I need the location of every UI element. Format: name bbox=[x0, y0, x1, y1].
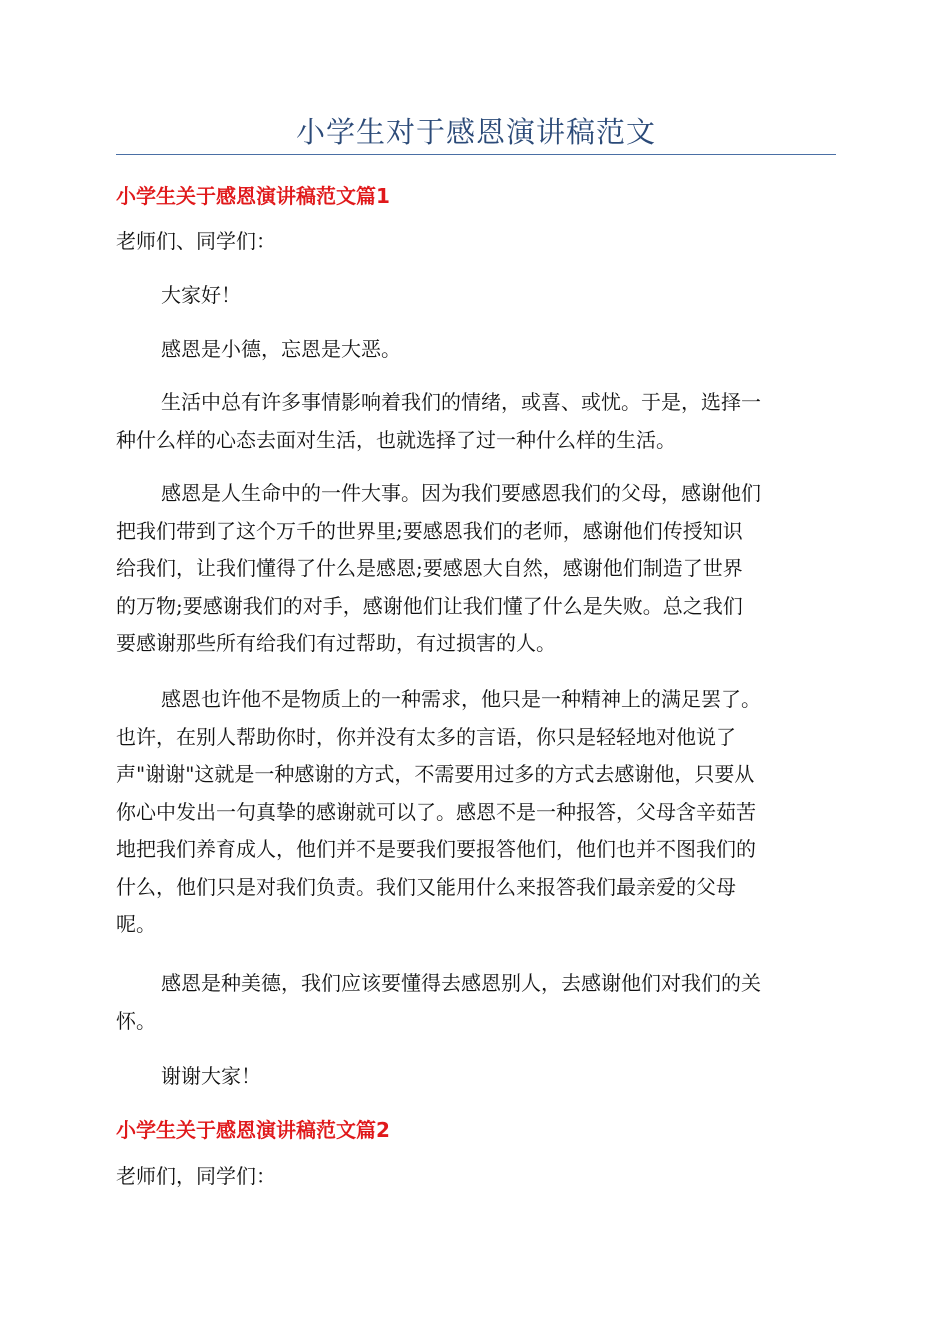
paragraph-line: 感恩是人生命中的一件大事。因为我们要感恩我们的父母，感谢他们 bbox=[161, 481, 761, 505]
paragraph-1: 感恩是小德，忘恩是大恶。 bbox=[161, 337, 401, 361]
paragraph-4 bbox=[116, 681, 836, 944]
section-heading-2: 小学生关于感恩演讲稿范文篇2 bbox=[116, 1118, 390, 1142]
paragraph-line: 把我们带到了这个万千的世界里;要感恩我们的老师，感谢他们传授知识 bbox=[116, 518, 743, 543]
greeting: 大家好！ bbox=[161, 283, 241, 307]
paragraph-line: 的万物;要感谢我们的对手，感谢他们让我们懂了什么是失败。总之我们 bbox=[116, 593, 743, 618]
paragraph-line: 什么，他们只是对我们负责。我们又能用什么来报答我们最亲爱的父母 bbox=[116, 874, 736, 899]
title-underline bbox=[116, 154, 836, 155]
paragraph-line: 呢。 bbox=[116, 912, 156, 936]
section-heading-1: 小学生关于感恩演讲稿范文篇1 bbox=[116, 184, 390, 208]
paragraph-line: 地把我们养育成人，他们并不是要我们要报答他们，他们也并不图我们的 bbox=[116, 837, 756, 861]
paragraph-line: 感恩是种美德，我们应该要懂得去感恩别人，去感谢他们对我们的关 bbox=[161, 971, 761, 995]
paragraph-2 bbox=[116, 384, 836, 459]
paragraph-line: 你心中发出一句真挚的感谢就可以了。感恩不是一种报答，父母含辛茹苦 bbox=[116, 799, 756, 824]
paragraph-3 bbox=[116, 475, 836, 663]
paragraph-line: 给我们，让我们懂得了什么是感恩;要感恩大自然，感谢他们制造了世界 bbox=[116, 556, 743, 580]
salutation-2: 老师们，同学们： bbox=[116, 1164, 276, 1188]
document-title: 小学生对于感恩演讲稿范文 bbox=[295, 115, 656, 149]
closing: 谢谢大家！ bbox=[161, 1064, 261, 1088]
paragraph-line: 怀。 bbox=[116, 1008, 156, 1033]
paragraph-line: 感恩也许他不是物质上的一种需求，他只是一种精神上的满足罢了。 bbox=[161, 687, 761, 711]
paragraph-line: 声"谢谢"这就是一种感谢的方式，不需要用过多的方式去感谢他，只要从 bbox=[116, 762, 755, 786]
salutation-1: 老师们、同学们： bbox=[116, 229, 276, 253]
paragraph-line: 也许，在别人帮助你时，你并没有太多的言语，你只是轻轻地对他说了 bbox=[116, 724, 736, 749]
paragraph-line: 种什么样的心态去面对生活，也就选择了过一种什么样的生活。 bbox=[116, 427, 676, 452]
paragraph-5 bbox=[116, 965, 836, 1040]
paragraph-line: 生活中总有许多事情影响着我们的情绪，或喜、或忧。于是，选择一 bbox=[161, 390, 761, 414]
paragraph-line: 要感谢那些所有给我们有过帮助，有过损害的人。 bbox=[116, 631, 556, 655]
